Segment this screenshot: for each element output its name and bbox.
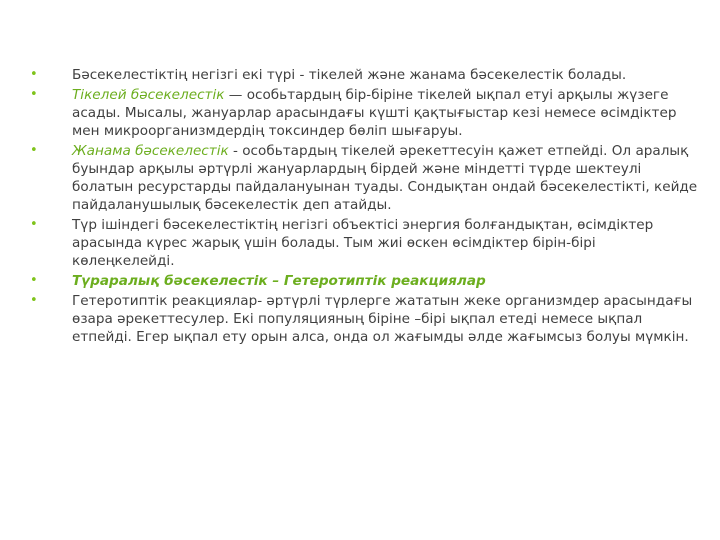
- bullet-lead-term: Жанама бәсекелестік: [72, 143, 229, 159]
- bullet-text: Бәсекелестіктің негізгі екі түрі - тікелей және жанама бәсекелестік болады.: [72, 67, 627, 83]
- bullet-dot-icon: •: [30, 143, 38, 158]
- bullet-item: [30, 272, 702, 290]
- bullet-text: — особьтардың бір-біріне тікелей ықпал етуі арқылы жүзеге асады. Мысалы, жануарлар арасындағы күшті қақтығыстар кезі немесе өсімдіктер мен микроорганизмдердің токсиндер бөліп шығаруы.: [72, 87, 677, 139]
- bullet-text: - особьтардың тікелей әрекеттесуін қажет етпейді. Ол аралық буындар арқылы әртүрлі жануарлардың бірдей және міндетті түрде шектеулі болатын ресурстарды пайдалануынан туады. Сондықтан ондай бәсекелестікті, кейде пайдаланушылық бәсекелестік деп атайды.: [72, 143, 698, 213]
- bullet-list: [30, 66, 702, 348]
- bullet-lead-term: Тікелей бәсекелестік: [72, 87, 225, 103]
- bullet-dot-icon: •: [30, 87, 38, 102]
- bullet-text: Гетеротиптік реакциялар- әртүрлі түрлерге жататын жеке организмдер арасындағы өзара әрекеттесулер. Екі популяцияның біріне –бірі ықпал етеді немесе ықпал етпейді. Егер ықпал ету орын алса, онда ол жағымды әлде жағымсыз болуы мүмкін.: [72, 293, 693, 345]
- bullet-item: [30, 66, 702, 84]
- bullet-text: Түр ішіндегі бәсекелестіктің негізгі объектісі энергия болғандықтан, өсімдіктер арасында күрес жарық үшін болады. Тым жиі өскен өсімдіктер бірін-бірі көлеңкелейді.: [72, 217, 654, 269]
- bullet-lead-term: Түраралық бәсекелестік – Гетеротиптік реакциялар: [72, 273, 486, 289]
- bullet-item: [30, 292, 702, 346]
- bullet-dot-icon: •: [30, 217, 38, 232]
- bullet-dot-icon: •: [30, 67, 38, 82]
- bullet-dot-icon: •: [30, 293, 38, 308]
- bullet-item: [30, 216, 702, 270]
- bullet-item: [30, 142, 702, 214]
- bullet-item: [30, 86, 702, 140]
- bullet-dot-icon: •: [30, 273, 38, 288]
